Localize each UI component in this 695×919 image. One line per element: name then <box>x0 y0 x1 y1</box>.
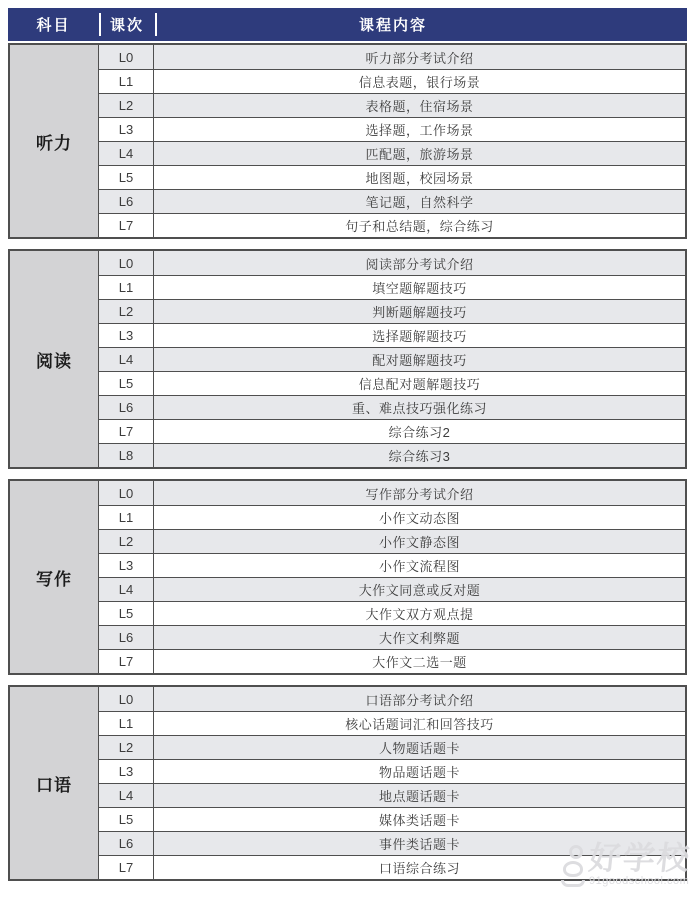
lesson-number: L4 <box>99 784 154 807</box>
subject-cell: 阅读 <box>10 251 99 467</box>
table-row <box>99 347 685 371</box>
lesson-number: L3 <box>99 760 154 783</box>
lesson-number: L0 <box>99 45 154 69</box>
table-row <box>99 45 685 69</box>
course-section <box>8 685 687 881</box>
lesson-content: 大作文二选一题 <box>372 655 467 670</box>
header-subject: 科目 <box>36 17 71 34</box>
table-row <box>99 735 685 759</box>
lesson-number: L3 <box>99 554 154 577</box>
lesson-content: 笔记题，自然科学 <box>365 195 474 210</box>
table-row <box>99 807 685 831</box>
lesson-number: L3 <box>99 324 154 347</box>
lesson-content: 媒体类话题卡 <box>378 813 460 828</box>
table-row <box>99 141 685 165</box>
table-row <box>99 831 685 855</box>
lesson-number: L7 <box>99 420 154 443</box>
lesson-content: 选择题，工作场景 <box>365 123 474 138</box>
table-row <box>99 783 685 807</box>
lesson-content: 口语部分考试介绍 <box>365 692 474 708</box>
table-row <box>99 505 685 529</box>
lesson-number: L7 <box>99 214 154 237</box>
lesson-content: 听力部分考试介绍 <box>365 50 474 66</box>
lesson-content: 综合练习2 <box>388 425 451 440</box>
course-section <box>8 249 687 469</box>
lesson-number: L5 <box>99 166 154 189</box>
course-section <box>8 479 687 675</box>
table-row <box>99 553 685 577</box>
subject-cell: 听力 <box>10 45 99 237</box>
lesson-number: L4 <box>99 578 154 601</box>
lesson-content: 人物题话题卡 <box>378 741 460 756</box>
section-rows <box>99 481 685 673</box>
subject-cell: 写作 <box>10 481 99 673</box>
table-row <box>99 529 685 553</box>
lesson-content: 匹配题，旅游场景 <box>365 147 474 162</box>
lesson-number: L7 <box>99 856 154 879</box>
table-row <box>99 395 685 419</box>
lesson-number: L1 <box>99 506 154 529</box>
table-row <box>99 649 685 673</box>
watermark-site: 91goodschool.com <box>588 875 690 887</box>
lesson-content: 小作文静态图 <box>378 535 460 550</box>
lesson-number: L1 <box>99 712 154 735</box>
header-divider <box>99 13 101 36</box>
table-row <box>99 299 685 323</box>
section-rows <box>99 251 685 467</box>
lesson-number: L4 <box>99 348 154 371</box>
lesson-content: 小作文流程图 <box>378 559 460 574</box>
lesson-number: L6 <box>99 832 154 855</box>
lesson-content: 信息表题，银行场景 <box>358 75 481 90</box>
lesson-content: 地点题话题卡 <box>378 789 460 804</box>
lesson-number: L0 <box>99 251 154 275</box>
lesson-content: 信息配对题解题技巧 <box>358 377 481 392</box>
table-row <box>99 251 685 275</box>
lesson-number: L2 <box>99 530 154 553</box>
lesson-number: L2 <box>99 736 154 759</box>
table-row <box>99 165 685 189</box>
watermark-brand: 好学校 <box>587 840 693 876</box>
section-rows <box>99 687 685 879</box>
table-row <box>99 189 685 213</box>
table-row <box>99 443 685 467</box>
watermark-figure-foot <box>561 880 585 887</box>
lesson-content: 小作文动态图 <box>378 511 460 526</box>
table-row <box>99 69 685 93</box>
lesson-content: 大作文双方观点提 <box>365 607 474 622</box>
lesson-number: L8 <box>99 444 154 467</box>
lesson-number: L7 <box>99 650 154 673</box>
sections-container <box>8 43 687 881</box>
table-row <box>99 625 685 649</box>
lesson-content: 句子和总结题，综合练习 <box>345 219 494 234</box>
table-row <box>99 577 685 601</box>
course-schedule-page <box>8 8 693 887</box>
table-row <box>99 855 685 879</box>
subject-cell: 口语 <box>10 687 99 879</box>
lesson-number: L5 <box>99 372 154 395</box>
table-row <box>99 759 685 783</box>
lesson-number: L1 <box>99 276 154 299</box>
lesson-content: 地图题，校园场景 <box>365 171 474 186</box>
table-row <box>99 601 685 625</box>
lesson-number: L0 <box>99 687 154 711</box>
lesson-number: L1 <box>99 70 154 93</box>
lesson-content: 配对题解题技巧 <box>372 353 467 368</box>
lesson-number: L2 <box>99 94 154 117</box>
lesson-content: 大作文同意或反对题 <box>358 583 481 598</box>
lesson-content: 综合练习3 <box>388 449 451 464</box>
lesson-content: 大作文利弊题 <box>378 631 460 646</box>
lesson-number: L0 <box>99 481 154 505</box>
lesson-number: L5 <box>99 602 154 625</box>
lesson-number: L6 <box>99 190 154 213</box>
table-row <box>99 481 685 505</box>
table-row <box>99 93 685 117</box>
lesson-content: 物品题话题卡 <box>378 765 460 780</box>
section-rows <box>99 45 685 237</box>
lesson-content: 事件类话题卡 <box>378 837 460 852</box>
lesson-content: 重、难点技巧强化练习 <box>351 401 487 416</box>
lesson-number: L3 <box>99 118 154 141</box>
table-row <box>99 711 685 735</box>
header-content: 课程内容 <box>358 17 427 34</box>
lesson-number: L2 <box>99 300 154 323</box>
course-section <box>8 43 687 239</box>
lesson-number: L4 <box>99 142 154 165</box>
lesson-number: L6 <box>99 396 154 419</box>
lesson-content: 阅读部分考试介绍 <box>365 256 474 272</box>
header-divider <box>155 13 157 36</box>
lesson-number: L5 <box>99 808 154 831</box>
lesson-content: 填空题解题技巧 <box>372 281 467 296</box>
lesson-content: 表格题，住宿场景 <box>365 99 474 114</box>
lesson-number: L6 <box>99 626 154 649</box>
lesson-content: 核心话题词汇和回答技巧 <box>345 717 494 732</box>
table-row <box>99 275 685 299</box>
table-row <box>99 419 685 443</box>
table-header <box>8 8 687 41</box>
lesson-content: 选择题解题技巧 <box>372 329 467 344</box>
table-row <box>99 117 685 141</box>
header-lesson: 课次 <box>109 17 144 34</box>
lesson-content: 写作部分考试介绍 <box>365 486 474 502</box>
lesson-content: 判断题解题技巧 <box>372 305 467 320</box>
table-row <box>99 371 685 395</box>
table-row <box>99 687 685 711</box>
table-row <box>99 213 685 237</box>
table-row <box>99 323 685 347</box>
lesson-content: 口语综合练习 <box>378 861 460 876</box>
